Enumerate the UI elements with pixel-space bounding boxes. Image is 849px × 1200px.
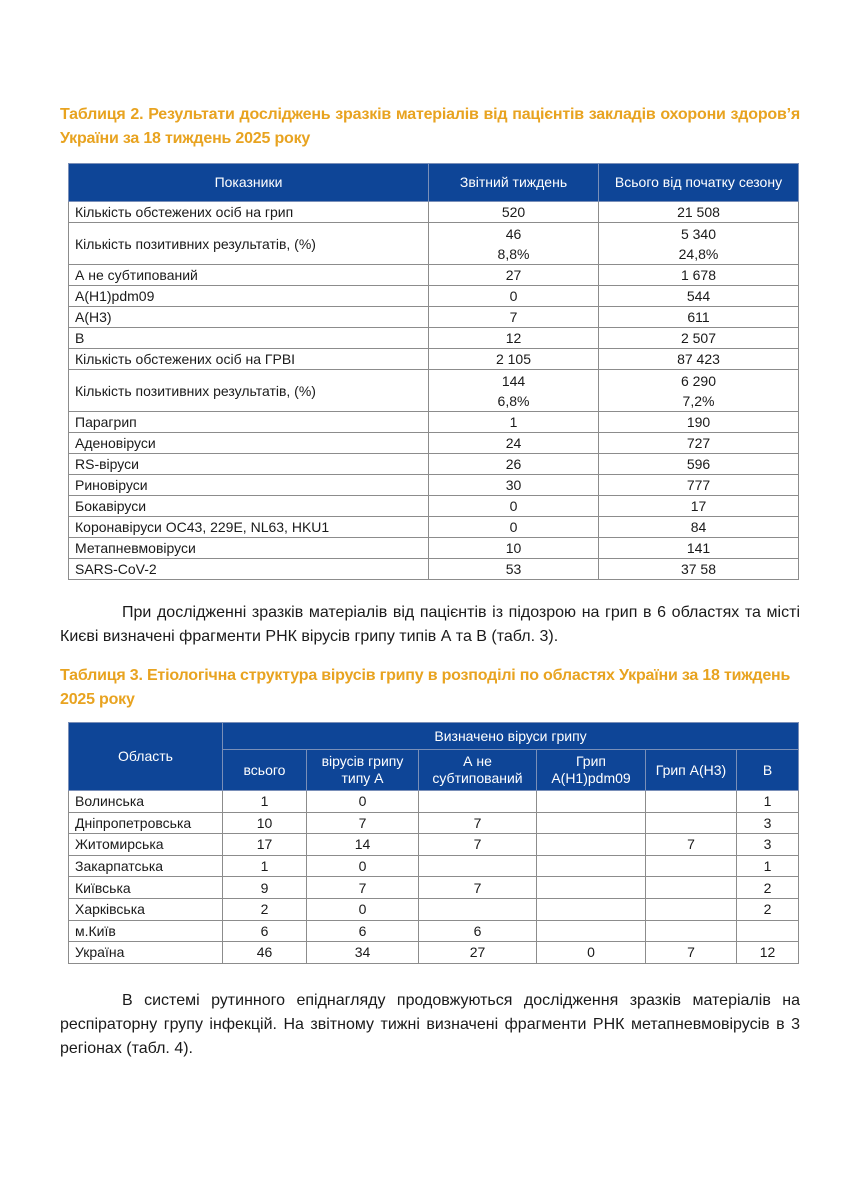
- table3-header-row: [69, 723, 799, 750]
- header-detected-viruses: Визначено віруси грипу: [223, 723, 799, 750]
- table-row: [69, 855, 799, 877]
- row-label: Кількість позитивних результатів, (%): [69, 370, 429, 412]
- paragraph-influenza-regions: [60, 601, 800, 649]
- h3-value: [646, 877, 737, 899]
- season-value: 596: [599, 454, 799, 475]
- season-value: [599, 370, 799, 412]
- season-value: 1 678: [599, 265, 799, 286]
- row-label: Кількість обстежених осіб на грип: [69, 202, 429, 223]
- header-region: Область: [69, 723, 223, 791]
- week-value: 1: [429, 412, 599, 433]
- h1-value: [537, 855, 646, 877]
- table-row-total: [69, 942, 799, 964]
- week-value: 26: [429, 454, 599, 475]
- type-a-value: 0: [307, 791, 419, 813]
- season-value: 727: [599, 433, 799, 454]
- table2-lab-results: [68, 163, 799, 580]
- type-a-value: 0: [307, 898, 419, 920]
- type-a-value: 34: [307, 942, 419, 964]
- week-value: 0: [429, 286, 599, 307]
- region-name: Волинська: [69, 791, 223, 813]
- a-unsub-value: [419, 855, 537, 877]
- week-value: 520: [429, 202, 599, 223]
- row-label: Кількість обстежених осіб на ГРВІ: [69, 349, 429, 370]
- table-row: [69, 328, 799, 349]
- week-value: [429, 223, 599, 265]
- region-name: Закарпатська: [69, 855, 223, 877]
- week-percent: 6,8%: [497, 392, 530, 409]
- a-unsub-value: 6: [419, 920, 537, 942]
- h3-value: [646, 920, 737, 942]
- paragraph-text: В системі рутинного епіднагляду продовжуються дослідження зразків матеріалів на респіраторну групу інфекцій. На звітному тижні визначені фрагменти РНК метапневмовірусів в 3 регіонах (табл. 4).: [60, 992, 800, 1057]
- type-a-value: 14: [307, 834, 419, 856]
- table-row: [69, 496, 799, 517]
- total-value: 1: [223, 855, 307, 877]
- b-value: 12: [737, 942, 799, 964]
- table3-regional-structure: [68, 722, 799, 964]
- row-label: Коронавіруси OC43, 229E, NL63, HKU1: [69, 517, 429, 538]
- b-value: 3: [737, 834, 799, 856]
- table-row: [69, 370, 799, 412]
- total-value: 2: [223, 898, 307, 920]
- row-label: А не субтипований: [69, 265, 429, 286]
- table-row: [69, 559, 799, 580]
- header-a-unsubtyped: А не субтипований: [419, 750, 537, 791]
- season-count: 6 290: [680, 372, 717, 389]
- region-name: Харківська: [69, 898, 223, 920]
- h3-value: 7: [646, 834, 737, 856]
- row-label: SARS-CoV-2: [69, 559, 429, 580]
- h1-value: [537, 834, 646, 856]
- week-value: 7: [429, 307, 599, 328]
- row-label: B: [69, 328, 429, 349]
- table-row: [69, 349, 799, 370]
- h3-value: [646, 812, 737, 834]
- header-report-week: Звітний тиждень: [429, 164, 599, 202]
- type-a-value: 0: [307, 855, 419, 877]
- region-name: м.Київ: [69, 920, 223, 942]
- season-value: [599, 223, 799, 265]
- table-row: [69, 877, 799, 899]
- header-season-total: Всього від початку сезону: [599, 164, 799, 202]
- table-row: [69, 538, 799, 559]
- row-label: A(H1)pdm09: [69, 286, 429, 307]
- a-unsub-value: 7: [419, 877, 537, 899]
- table-row: [69, 433, 799, 454]
- table-row: [69, 286, 799, 307]
- table-row: [69, 517, 799, 538]
- season-value: 21 508: [599, 202, 799, 223]
- row-label: Бокавіруси: [69, 496, 429, 517]
- week-value: 12: [429, 328, 599, 349]
- a-unsub-value: 7: [419, 812, 537, 834]
- season-value: 777: [599, 475, 799, 496]
- season-value: 544: [599, 286, 799, 307]
- region-name: Україна: [69, 942, 223, 964]
- row-label: Метапневмовіруси: [69, 538, 429, 559]
- total-value: 9: [223, 877, 307, 899]
- header-total: всього: [223, 750, 307, 791]
- table-row: [69, 898, 799, 920]
- table-row: [69, 202, 799, 223]
- table3-caption: Таблиця 3. Етіологічна структура вірусів грипу в розподілі по областях України за 18 тиждень 2025 року: [60, 667, 791, 708]
- season-percent: 7,2%: [682, 392, 715, 409]
- week-value: [429, 370, 599, 412]
- row-label: RS-віруси: [69, 454, 429, 475]
- week-value: 53: [429, 559, 599, 580]
- a-unsub-value: [419, 898, 537, 920]
- table-row: [69, 791, 799, 813]
- h1-value: [537, 877, 646, 899]
- season-value: 87 423: [599, 349, 799, 370]
- season-value: 2 507: [599, 328, 799, 349]
- season-value: 17: [599, 496, 799, 517]
- row-label: Риновіруси: [69, 475, 429, 496]
- paragraph-text: При дослідженні зразків матеріалів від пацієнтів із підозрою на грип в 6 областях та місті Києві визначені фрагменти РНК вірусів грипу типів А та В (табл. 3).: [60, 604, 800, 645]
- h3-value: [646, 898, 737, 920]
- table-row: [69, 812, 799, 834]
- season-value: 141: [599, 538, 799, 559]
- h1-value: [537, 898, 646, 920]
- season-value: 37 58: [599, 559, 799, 580]
- week-value: 0: [429, 517, 599, 538]
- week-value: 0: [429, 496, 599, 517]
- season-value: 190: [599, 412, 799, 433]
- h1-value: [537, 791, 646, 813]
- table2-header-row: [69, 164, 799, 202]
- header-type-a: вірусів грипу типу А: [307, 750, 419, 791]
- season-value: 611: [599, 307, 799, 328]
- season-percent: 24,8%: [678, 245, 719, 262]
- row-label: Парагрип: [69, 412, 429, 433]
- week-count: 144: [501, 372, 526, 389]
- week-value: 24: [429, 433, 599, 454]
- h1-value: [537, 812, 646, 834]
- row-label: Аденовіруси: [69, 433, 429, 454]
- total-value: 6: [223, 920, 307, 942]
- region-name: Дніпропетровська: [69, 812, 223, 834]
- season-value: 84: [599, 517, 799, 538]
- h3-value: 7: [646, 942, 737, 964]
- type-a-value: 7: [307, 812, 419, 834]
- b-value: [737, 920, 799, 942]
- row-label: Кількість позитивних результатів, (%): [69, 223, 429, 265]
- paragraph-routine-surveillance: [60, 989, 800, 1061]
- b-value: 2: [737, 877, 799, 899]
- b-value: 1: [737, 791, 799, 813]
- table-row: [69, 454, 799, 475]
- row-label: A(H3): [69, 307, 429, 328]
- region-name: Київська: [69, 877, 223, 899]
- total-value: 10: [223, 812, 307, 834]
- region-name: Житомирська: [69, 834, 223, 856]
- week-value: 10: [429, 538, 599, 559]
- h3-value: [646, 855, 737, 877]
- h1-value: [537, 920, 646, 942]
- a-unsub-value: 27: [419, 942, 537, 964]
- season-count: 5 340: [680, 225, 717, 242]
- header-h1pdm09: Грип A(H1)pdm09: [537, 750, 646, 791]
- header-b: B: [737, 750, 799, 791]
- week-value: 30: [429, 475, 599, 496]
- h1-value: 0: [537, 942, 646, 964]
- header-indicators: Показники: [69, 164, 429, 202]
- a-unsub-value: [419, 791, 537, 813]
- total-value: 17: [223, 834, 307, 856]
- total-value: 1: [223, 791, 307, 813]
- total-value: 46: [223, 942, 307, 964]
- type-a-value: 6: [307, 920, 419, 942]
- table-row: [69, 412, 799, 433]
- week-percent: 8,8%: [497, 245, 530, 262]
- b-value: 1: [737, 855, 799, 877]
- h3-value: [646, 791, 737, 813]
- table-row: [69, 475, 799, 496]
- a-unsub-value: 7: [419, 834, 537, 856]
- table-row: [69, 265, 799, 286]
- b-value: 2: [737, 898, 799, 920]
- table-row: [69, 223, 799, 265]
- type-a-value: 7: [307, 877, 419, 899]
- week-value: 27: [429, 265, 599, 286]
- table-row: [69, 920, 799, 942]
- header-h3: Грип A(H3): [646, 750, 737, 791]
- b-value: 3: [737, 812, 799, 834]
- table-row: [69, 307, 799, 328]
- week-value: 2 105: [429, 349, 599, 370]
- table2-caption: Таблиця 2. Результати досліджень зразків матеріалів від пацієнтів закладів охорони здоров’я України за 18 тиждень 2025 року: [60, 106, 800, 147]
- week-count: 46: [505, 225, 522, 242]
- table-row: [69, 834, 799, 856]
